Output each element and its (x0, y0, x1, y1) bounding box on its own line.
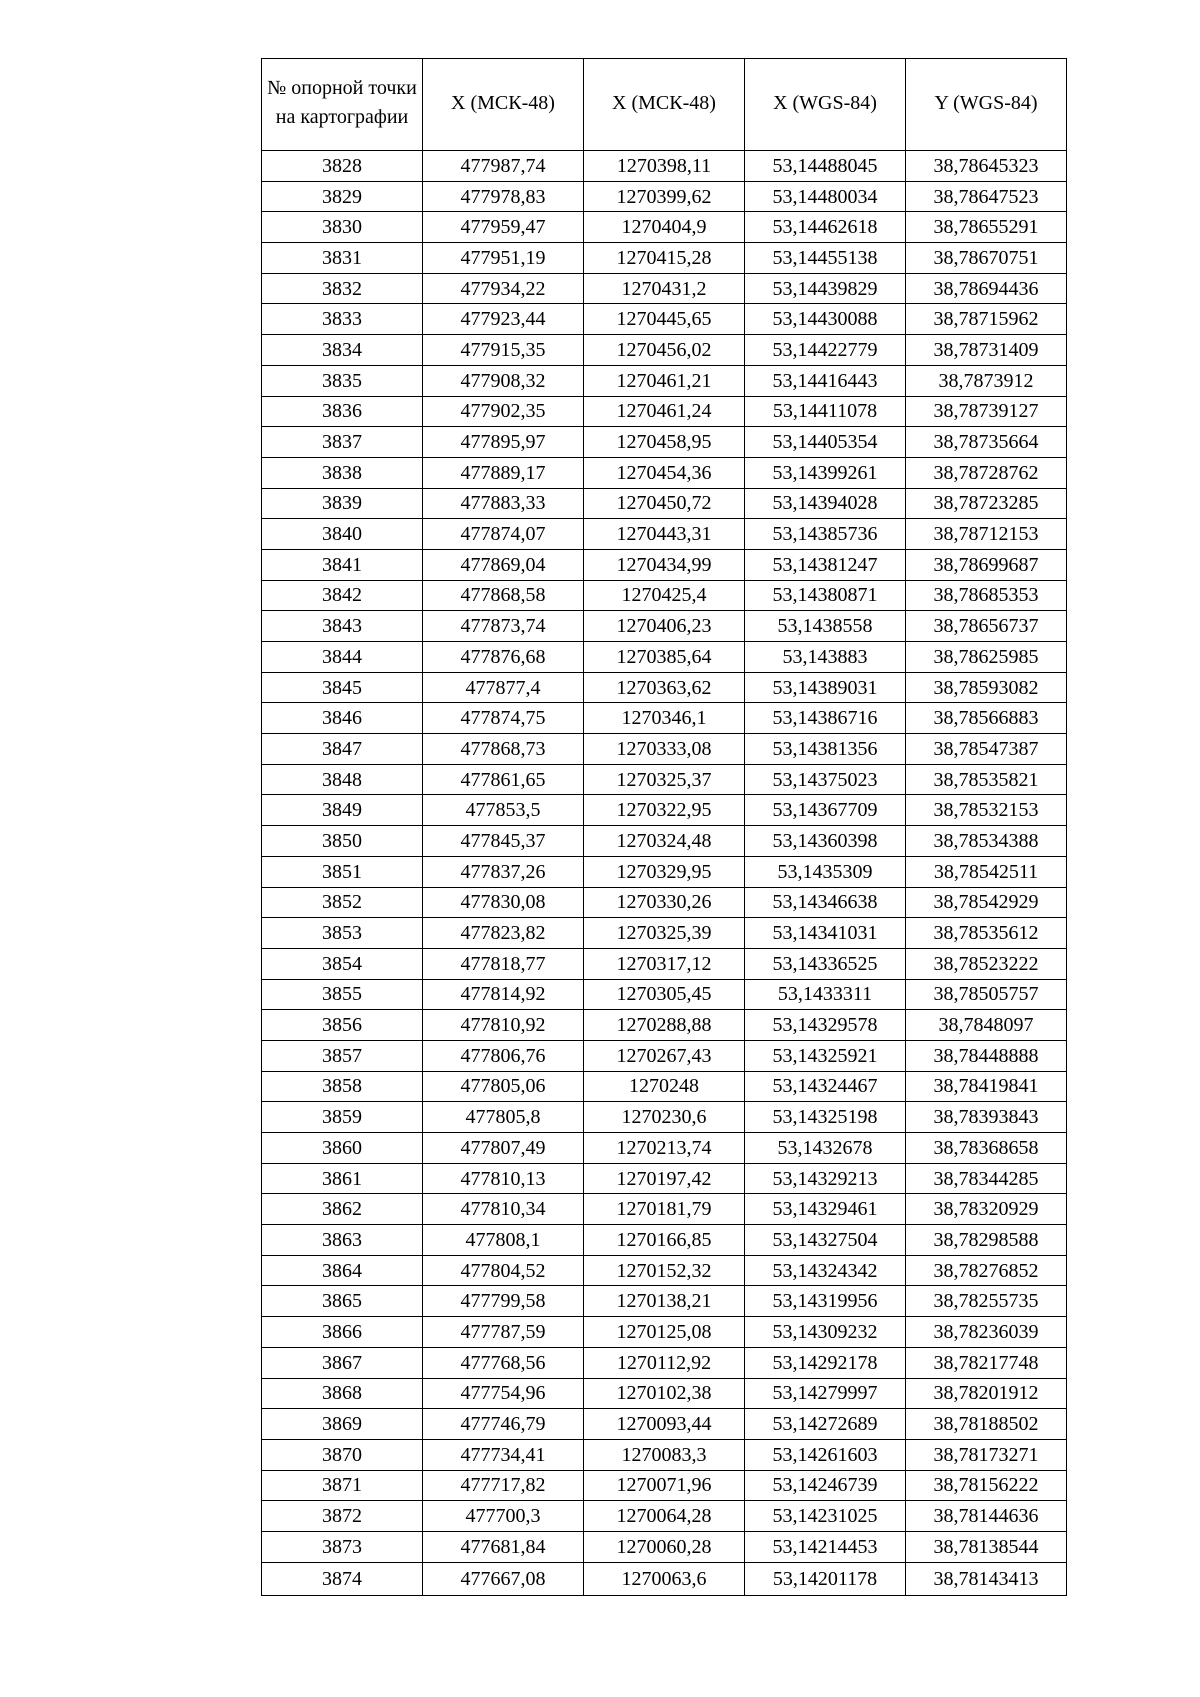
cell-x-msk48: 477868,58 (423, 580, 584, 611)
cell-x-wgs84: 53,14329461 (745, 1194, 906, 1225)
cell-x-wgs84: 53,14292178 (745, 1347, 906, 1378)
cell-x-msk48-second: 1270060,28 (584, 1531, 745, 1562)
cell-y-wgs84: 38,78144636 (906, 1501, 1067, 1532)
cell-x-msk48: 477667,08 (423, 1562, 584, 1595)
cell-x-msk48: 477876,68 (423, 642, 584, 673)
cell-x-msk48: 477868,73 (423, 734, 584, 765)
cell-x-wgs84: 53,14399261 (745, 457, 906, 488)
cell-x-msk48: 477883,33 (423, 488, 584, 519)
cell-y-wgs84: 38,7873912 (906, 365, 1067, 396)
cell-point-number: 3851 (262, 856, 423, 887)
cell-x-msk48: 477754,96 (423, 1378, 584, 1409)
table-row (262, 1562, 1067, 1595)
cell-x-wgs84: 53,14439829 (745, 273, 906, 304)
table-row (262, 672, 1067, 703)
cell-x-msk48: 477861,65 (423, 764, 584, 795)
cell-y-wgs84: 38,78201912 (906, 1378, 1067, 1409)
cell-x-msk48: 477959,47 (423, 212, 584, 243)
cell-point-number: 3846 (262, 703, 423, 734)
cell-y-wgs84: 38,78712153 (906, 519, 1067, 550)
table-row (262, 764, 1067, 795)
cell-x-msk48-second: 1270112,92 (584, 1347, 745, 1378)
cell-x-msk48: 477808,1 (423, 1225, 584, 1256)
cell-point-number: 3831 (262, 243, 423, 274)
cell-point-number: 3867 (262, 1347, 423, 1378)
cell-x-msk48-second: 1270398,11 (584, 151, 745, 182)
cell-point-number: 3828 (262, 151, 423, 182)
cell-x-msk48: 477823,82 (423, 918, 584, 949)
cell-x-wgs84: 53,14488045 (745, 151, 906, 182)
cell-y-wgs84: 38,78739127 (906, 396, 1067, 427)
cell-x-msk48: 477923,44 (423, 304, 584, 335)
cell-point-number: 3868 (262, 1378, 423, 1409)
cell-x-msk48: 477902,35 (423, 396, 584, 427)
cell-y-wgs84: 38,78255735 (906, 1286, 1067, 1317)
cell-point-number: 3847 (262, 734, 423, 765)
cell-x-msk48-second: 1270458,95 (584, 427, 745, 458)
cell-x-msk48: 477877,4 (423, 672, 584, 703)
cell-y-wgs84: 38,78156222 (906, 1470, 1067, 1501)
cell-x-wgs84: 53,14324467 (745, 1071, 906, 1102)
cell-point-number: 3862 (262, 1194, 423, 1225)
cell-point-number: 3872 (262, 1501, 423, 1532)
cell-point-number: 3869 (262, 1409, 423, 1440)
cell-point-number: 3874 (262, 1562, 423, 1595)
cell-x-msk48-second: 1270363,62 (584, 672, 745, 703)
cell-point-number: 3852 (262, 887, 423, 918)
cell-x-msk48: 477889,17 (423, 457, 584, 488)
cell-x-msk48-second: 1270454,36 (584, 457, 745, 488)
cell-point-number: 3873 (262, 1531, 423, 1562)
cell-y-wgs84: 38,78735664 (906, 427, 1067, 458)
table-row (262, 1163, 1067, 1194)
cell-x-wgs84: 53,14411078 (745, 396, 906, 427)
cell-x-msk48: 477810,34 (423, 1194, 584, 1225)
table-row (262, 642, 1067, 673)
cell-y-wgs84: 38,78656737 (906, 611, 1067, 642)
table-row (262, 611, 1067, 642)
cell-y-wgs84: 38,78731409 (906, 335, 1067, 366)
cell-point-number: 3836 (262, 396, 423, 427)
cell-y-wgs84: 38,78542511 (906, 856, 1067, 887)
cell-point-number: 3860 (262, 1133, 423, 1164)
cell-point-number: 3835 (262, 365, 423, 396)
cell-x-msk48-second: 1270125,08 (584, 1317, 745, 1348)
table-row (262, 1071, 1067, 1102)
cell-point-number: 3864 (262, 1255, 423, 1286)
cell-y-wgs84: 38,78534388 (906, 826, 1067, 857)
cell-point-number: 3853 (262, 918, 423, 949)
cell-x-wgs84: 53,14385736 (745, 519, 906, 550)
cell-y-wgs84: 38,78138544 (906, 1531, 1067, 1562)
table-row (262, 519, 1067, 550)
cell-x-msk48-second: 1270213,74 (584, 1133, 745, 1164)
cell-y-wgs84: 38,78625985 (906, 642, 1067, 673)
table-row (262, 457, 1067, 488)
cell-x-wgs84: 53,14389031 (745, 672, 906, 703)
table-row (262, 1317, 1067, 1348)
cell-x-msk48-second: 1270248 (584, 1071, 745, 1102)
cell-x-wgs84: 53,1435309 (745, 856, 906, 887)
cell-y-wgs84: 38,78593082 (906, 672, 1067, 703)
cell-x-wgs84: 53,14319956 (745, 1286, 906, 1317)
cell-x-msk48: 477874,75 (423, 703, 584, 734)
table-row (262, 1347, 1067, 1378)
cell-x-msk48-second: 1270406,23 (584, 611, 745, 642)
header-x-msk48: X (МСК-48) (423, 59, 584, 151)
table-row (262, 1040, 1067, 1071)
cell-x-msk48-second: 1270288,88 (584, 1010, 745, 1041)
cell-point-number: 3830 (262, 212, 423, 243)
table-row (262, 1531, 1067, 1562)
cell-x-wgs84: 53,14430088 (745, 304, 906, 335)
cell-y-wgs84: 38,78188502 (906, 1409, 1067, 1440)
cell-x-msk48-second: 1270102,38 (584, 1378, 745, 1409)
cell-y-wgs84: 38,78505757 (906, 979, 1067, 1010)
cell-x-msk48-second: 1270425,4 (584, 580, 745, 611)
cell-y-wgs84: 38,78535821 (906, 764, 1067, 795)
cell-x-msk48-second: 1270071,96 (584, 1470, 745, 1501)
cell-y-wgs84: 38,78645323 (906, 151, 1067, 182)
cell-y-wgs84: 38,78217748 (906, 1347, 1067, 1378)
cell-x-msk48: 477787,59 (423, 1317, 584, 1348)
table-row (262, 212, 1067, 243)
table-row (262, 304, 1067, 335)
cell-x-msk48: 477810,92 (423, 1010, 584, 1041)
cell-x-msk48-second: 1270450,72 (584, 488, 745, 519)
cell-x-msk48: 477717,82 (423, 1470, 584, 1501)
cell-y-wgs84: 38,78368658 (906, 1133, 1067, 1164)
table-row (262, 734, 1067, 765)
cell-y-wgs84: 38,78320929 (906, 1194, 1067, 1225)
cell-x-wgs84: 53,14336525 (745, 948, 906, 979)
cell-x-msk48-second: 1270443,31 (584, 519, 745, 550)
cell-x-wgs84: 53,14380871 (745, 580, 906, 611)
cell-point-number: 3857 (262, 1040, 423, 1071)
coordinates-table (261, 58, 1067, 1596)
cell-x-msk48: 477915,35 (423, 335, 584, 366)
table-row (262, 1194, 1067, 1225)
cell-y-wgs84: 38,78448888 (906, 1040, 1067, 1071)
table-body (262, 151, 1067, 1596)
cell-y-wgs84: 38,78655291 (906, 212, 1067, 243)
cell-x-wgs84: 53,143883 (745, 642, 906, 673)
cell-x-msk48-second: 1270322,95 (584, 795, 745, 826)
cell-x-msk48-second: 1270434,99 (584, 549, 745, 580)
cell-x-msk48-second: 1270461,21 (584, 365, 745, 396)
cell-x-msk48: 477814,92 (423, 979, 584, 1010)
cell-x-msk48-second: 1270317,12 (584, 948, 745, 979)
cell-y-wgs84: 38,78542929 (906, 887, 1067, 918)
table-row (262, 273, 1067, 304)
table-row (262, 1225, 1067, 1256)
cell-y-wgs84: 38,78535612 (906, 918, 1067, 949)
cell-point-number: 3855 (262, 979, 423, 1010)
table-row (262, 1409, 1067, 1440)
cell-point-number: 3841 (262, 549, 423, 580)
table-row (262, 335, 1067, 366)
cell-x-wgs84: 53,14327504 (745, 1225, 906, 1256)
cell-x-msk48: 477837,26 (423, 856, 584, 887)
cell-x-wgs84: 53,14324342 (745, 1255, 906, 1286)
cell-x-msk48: 477805,8 (423, 1102, 584, 1133)
cell-x-wgs84: 53,14309232 (745, 1317, 906, 1348)
cell-x-wgs84: 53,14329213 (745, 1163, 906, 1194)
cell-x-msk48-second: 1270166,85 (584, 1225, 745, 1256)
cell-x-wgs84: 53,14325921 (745, 1040, 906, 1071)
table-row (262, 151, 1067, 182)
cell-x-wgs84: 53,14375023 (745, 764, 906, 795)
cell-x-msk48-second: 1270093,44 (584, 1409, 745, 1440)
cell-x-msk48: 477734,41 (423, 1439, 584, 1470)
cell-x-msk48-second: 1270230,6 (584, 1102, 745, 1133)
cell-y-wgs84: 38,78523222 (906, 948, 1067, 979)
cell-x-wgs84: 53,14329578 (745, 1010, 906, 1041)
cell-x-msk48-second: 1270152,32 (584, 1255, 745, 1286)
table-row (262, 826, 1067, 857)
cell-y-wgs84: 38,78173271 (906, 1439, 1067, 1470)
cell-x-msk48: 477873,74 (423, 611, 584, 642)
cell-y-wgs84: 38,78393843 (906, 1102, 1067, 1133)
cell-x-wgs84: 53,14381356 (745, 734, 906, 765)
cell-x-msk48-second: 1270324,48 (584, 826, 745, 857)
cell-point-number: 3840 (262, 519, 423, 550)
cell-x-msk48-second: 1270456,02 (584, 335, 745, 366)
cell-x-msk48-second: 1270267,43 (584, 1040, 745, 1071)
cell-x-msk48: 477895,97 (423, 427, 584, 458)
cell-x-msk48-second: 1270063,6 (584, 1562, 745, 1595)
cell-x-msk48-second: 1270325,39 (584, 918, 745, 949)
table-row (262, 1133, 1067, 1164)
cell-x-msk48-second: 1270399,62 (584, 181, 745, 212)
cell-x-wgs84: 53,14360398 (745, 826, 906, 857)
cell-x-wgs84: 53,14386716 (745, 703, 906, 734)
cell-x-wgs84: 53,14272689 (745, 1409, 906, 1440)
cell-point-number: 3844 (262, 642, 423, 673)
cell-x-msk48: 477853,5 (423, 795, 584, 826)
table-row (262, 1102, 1067, 1133)
cell-x-msk48-second: 1270385,64 (584, 642, 745, 673)
cell-y-wgs84: 38,78143413 (906, 1562, 1067, 1595)
cell-point-number: 3829 (262, 181, 423, 212)
cell-x-msk48: 477869,04 (423, 549, 584, 580)
cell-x-wgs84: 53,14405354 (745, 427, 906, 458)
table-header (262, 59, 1067, 151)
header-row (262, 59, 1067, 151)
cell-point-number: 3832 (262, 273, 423, 304)
cell-x-msk48-second: 1270325,37 (584, 764, 745, 795)
cell-point-number: 3850 (262, 826, 423, 857)
table-row (262, 580, 1067, 611)
cell-x-wgs84: 53,14341031 (745, 918, 906, 949)
cell-point-number: 3843 (262, 611, 423, 642)
table-row (262, 948, 1067, 979)
cell-point-number: 3854 (262, 948, 423, 979)
table-row (262, 918, 1067, 949)
cell-x-wgs84: 53,1433311 (745, 979, 906, 1010)
cell-x-msk48: 477768,56 (423, 1347, 584, 1378)
cell-x-wgs84: 53,14480034 (745, 181, 906, 212)
cell-x-msk48-second: 1270461,24 (584, 396, 745, 427)
table-row (262, 181, 1067, 212)
cell-x-msk48: 477908,32 (423, 365, 584, 396)
cell-point-number: 3848 (262, 764, 423, 795)
cell-x-msk48: 477681,84 (423, 1531, 584, 1562)
cell-x-msk48-second: 1270181,79 (584, 1194, 745, 1225)
cell-point-number: 3838 (262, 457, 423, 488)
cell-x-wgs84: 53,14325198 (745, 1102, 906, 1133)
cell-x-wgs84: 53,14214453 (745, 1531, 906, 1562)
cell-x-msk48-second: 1270333,08 (584, 734, 745, 765)
cell-x-msk48-second: 1270138,21 (584, 1286, 745, 1317)
cell-point-number: 3861 (262, 1163, 423, 1194)
cell-x-msk48: 477830,08 (423, 887, 584, 918)
table-row (262, 887, 1067, 918)
table-row (262, 1378, 1067, 1409)
header-point-number: № опорной точки на картографии (262, 59, 423, 151)
cell-point-number: 3839 (262, 488, 423, 519)
cell-y-wgs84: 38,78670751 (906, 243, 1067, 274)
cell-x-wgs84: 53,14462618 (745, 212, 906, 243)
cell-x-wgs84: 53,14416443 (745, 365, 906, 396)
table-row (262, 1501, 1067, 1532)
cell-point-number: 3858 (262, 1071, 423, 1102)
cell-x-wgs84: 53,1438558 (745, 611, 906, 642)
table-row (262, 1286, 1067, 1317)
cell-x-wgs84: 53,14455138 (745, 243, 906, 274)
cell-x-msk48: 477845,37 (423, 826, 584, 857)
cell-y-wgs84: 38,78276852 (906, 1255, 1067, 1286)
cell-y-wgs84: 38,78236039 (906, 1317, 1067, 1348)
cell-x-wgs84: 53,1432678 (745, 1133, 906, 1164)
cell-x-wgs84: 53,14246739 (745, 1470, 906, 1501)
cell-y-wgs84: 38,78715962 (906, 304, 1067, 335)
cell-point-number: 3834 (262, 335, 423, 366)
table-row (262, 979, 1067, 1010)
cell-x-msk48: 477806,76 (423, 1040, 584, 1071)
cell-y-wgs84: 38,78419841 (906, 1071, 1067, 1102)
table-row (262, 396, 1067, 427)
cell-x-msk48-second: 1270415,28 (584, 243, 745, 274)
cell-x-wgs84: 53,14394028 (745, 488, 906, 519)
cell-x-wgs84: 53,14422779 (745, 335, 906, 366)
cell-x-wgs84: 53,14201178 (745, 1562, 906, 1595)
cell-x-msk48-second: 1270305,45 (584, 979, 745, 1010)
cell-point-number: 3845 (262, 672, 423, 703)
table-row (262, 1470, 1067, 1501)
cell-point-number: 3870 (262, 1439, 423, 1470)
table-row (262, 1010, 1067, 1041)
header-x-msk48-second: X (МСК-48) (584, 59, 745, 151)
table-row (262, 488, 1067, 519)
table-row (262, 856, 1067, 887)
header-x-wgs84: X (WGS-84) (745, 59, 906, 151)
cell-x-msk48-second: 1270330,26 (584, 887, 745, 918)
cell-y-wgs84: 38,78547387 (906, 734, 1067, 765)
cell-x-msk48: 477874,07 (423, 519, 584, 550)
table-row (262, 549, 1067, 580)
cell-x-msk48: 477804,52 (423, 1255, 584, 1286)
cell-y-wgs84: 38,78566883 (906, 703, 1067, 734)
table-row (262, 1255, 1067, 1286)
cell-point-number: 3849 (262, 795, 423, 826)
cell-x-msk48-second: 1270346,1 (584, 703, 745, 734)
table-row (262, 427, 1067, 458)
table-row (262, 795, 1067, 826)
cell-x-msk48: 477987,74 (423, 151, 584, 182)
cell-y-wgs84: 38,78344285 (906, 1163, 1067, 1194)
table-row (262, 703, 1067, 734)
cell-y-wgs84: 38,78532153 (906, 795, 1067, 826)
cell-x-wgs84: 53,14279997 (745, 1378, 906, 1409)
cell-x-wgs84: 53,14346638 (745, 887, 906, 918)
cell-y-wgs84: 38,78723285 (906, 488, 1067, 519)
cell-point-number: 3866 (262, 1317, 423, 1348)
cell-x-msk48-second: 1270197,42 (584, 1163, 745, 1194)
cell-y-wgs84: 38,7848097 (906, 1010, 1067, 1041)
cell-x-msk48-second: 1270431,2 (584, 273, 745, 304)
cell-x-wgs84: 53,14261603 (745, 1439, 906, 1470)
cell-x-wgs84: 53,14231025 (745, 1501, 906, 1532)
cell-point-number: 3865 (262, 1286, 423, 1317)
cell-x-wgs84: 53,14367709 (745, 795, 906, 826)
cell-x-msk48-second: 1270329,95 (584, 856, 745, 887)
cell-x-msk48-second: 1270445,65 (584, 304, 745, 335)
table-row (262, 1439, 1067, 1470)
header-y-wgs84: Y (WGS-84) (906, 59, 1067, 151)
cell-point-number: 3859 (262, 1102, 423, 1133)
cell-x-msk48: 477805,06 (423, 1071, 584, 1102)
cell-point-number: 3856 (262, 1010, 423, 1041)
table-row (262, 365, 1067, 396)
cell-x-msk48-second: 1270404,9 (584, 212, 745, 243)
cell-y-wgs84: 38,78685353 (906, 580, 1067, 611)
cell-y-wgs84: 38,78647523 (906, 181, 1067, 212)
table-row (262, 243, 1067, 274)
cell-x-msk48: 477818,77 (423, 948, 584, 979)
cell-x-msk48: 477807,49 (423, 1133, 584, 1164)
cell-y-wgs84: 38,78694436 (906, 273, 1067, 304)
cell-point-number: 3842 (262, 580, 423, 611)
cell-x-msk48: 477978,83 (423, 181, 584, 212)
cell-y-wgs84: 38,78728762 (906, 457, 1067, 488)
cell-y-wgs84: 38,78699687 (906, 549, 1067, 580)
cell-x-msk48: 477746,79 (423, 1409, 584, 1440)
cell-x-msk48: 477934,22 (423, 273, 584, 304)
cell-point-number: 3837 (262, 427, 423, 458)
cell-x-msk48: 477810,13 (423, 1163, 584, 1194)
cell-x-msk48: 477799,58 (423, 1286, 584, 1317)
cell-point-number: 3871 (262, 1470, 423, 1501)
cell-x-wgs84: 53,14381247 (745, 549, 906, 580)
cell-point-number: 3833 (262, 304, 423, 335)
cell-x-msk48: 477700,3 (423, 1501, 584, 1532)
cell-point-number: 3863 (262, 1225, 423, 1256)
cell-y-wgs84: 38,78298588 (906, 1225, 1067, 1256)
cell-x-msk48: 477951,19 (423, 243, 584, 274)
cell-x-msk48-second: 1270064,28 (584, 1501, 745, 1532)
cell-x-msk48-second: 1270083,3 (584, 1439, 745, 1470)
